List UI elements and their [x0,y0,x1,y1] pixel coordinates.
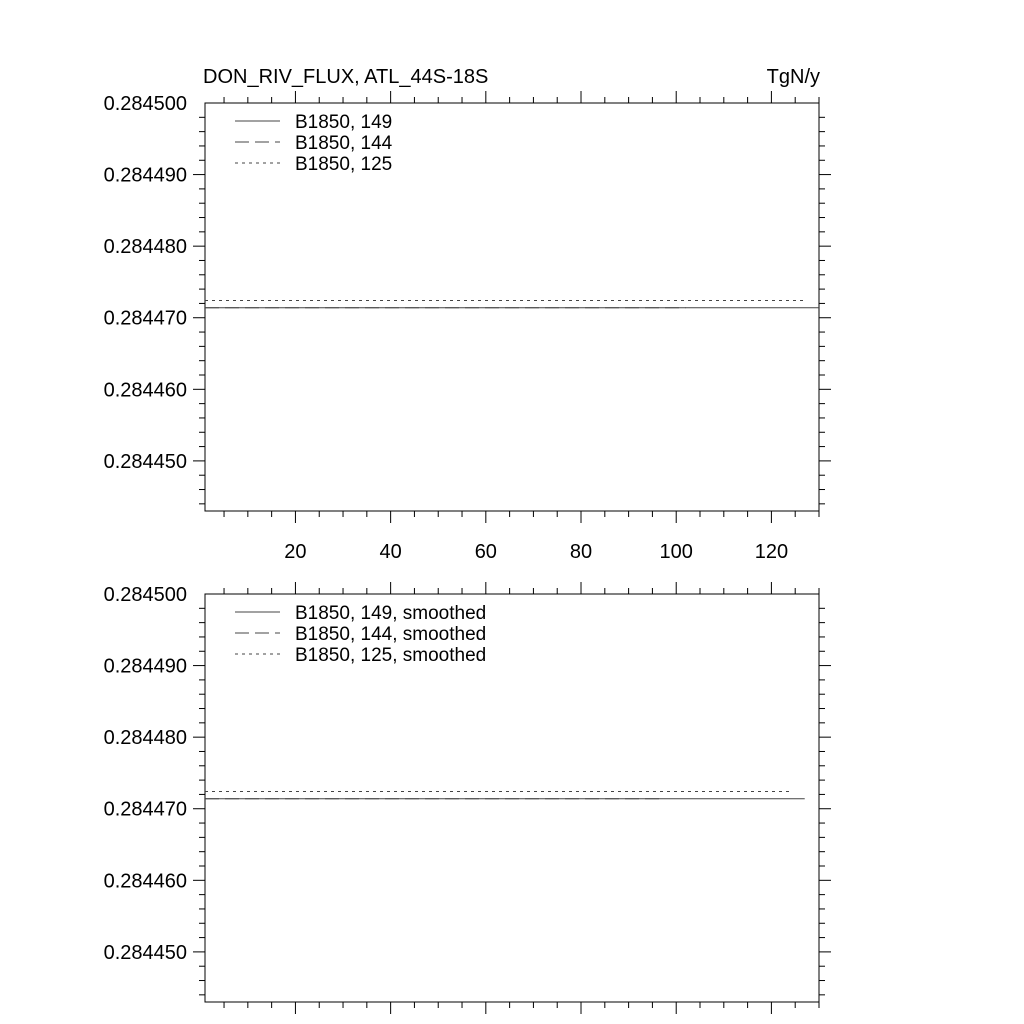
plot-panel-2 [104,582,831,1014]
plots-group [104,91,831,1014]
y-tick-label: 0.284500 [103,584,187,606]
chart-units: TgN/y [766,66,820,88]
y-tick-label: 0.284450 [103,450,187,473]
chart-title: DON_RIV_FLUX, ATL_44S-18S [203,66,489,88]
legend-label: B1850, 144 [295,133,393,154]
x-tick-label: 20 [284,541,307,563]
x-tick-label: 40 [379,541,402,563]
y-tick-label: 0.284480 [103,727,187,750]
plot-panel-1 [104,91,831,563]
legend-label: B1850, 125 [295,154,393,175]
y-tick-label: 0.284480 [103,236,187,259]
y-tick-label: 0.284460 [103,379,187,402]
y-tick-label: 0.284490 [103,164,187,187]
x-tick-label: 80 [569,541,593,563]
x-tick-label: 100 [659,541,693,563]
legend-label: B1850, 149 [295,112,393,133]
y-tick-label: 0.284490 [103,655,187,678]
y-tick-label: 0.284500 [103,93,187,115]
legend-label: B1850, 144, smoothed [295,624,487,645]
y-tick-label: 0.284470 [103,307,187,330]
legend-label: B1850, 149, smoothed [295,603,487,624]
x-tick-label: 120 [754,541,789,563]
y-tick-label: 0.284450 [103,941,187,964]
y-tick-label: 0.284470 [103,798,187,821]
legend-label: B1850, 125, smoothed [295,645,487,666]
x-tick-label: 60 [474,541,497,563]
y-tick-label: 0.284460 [103,870,187,893]
